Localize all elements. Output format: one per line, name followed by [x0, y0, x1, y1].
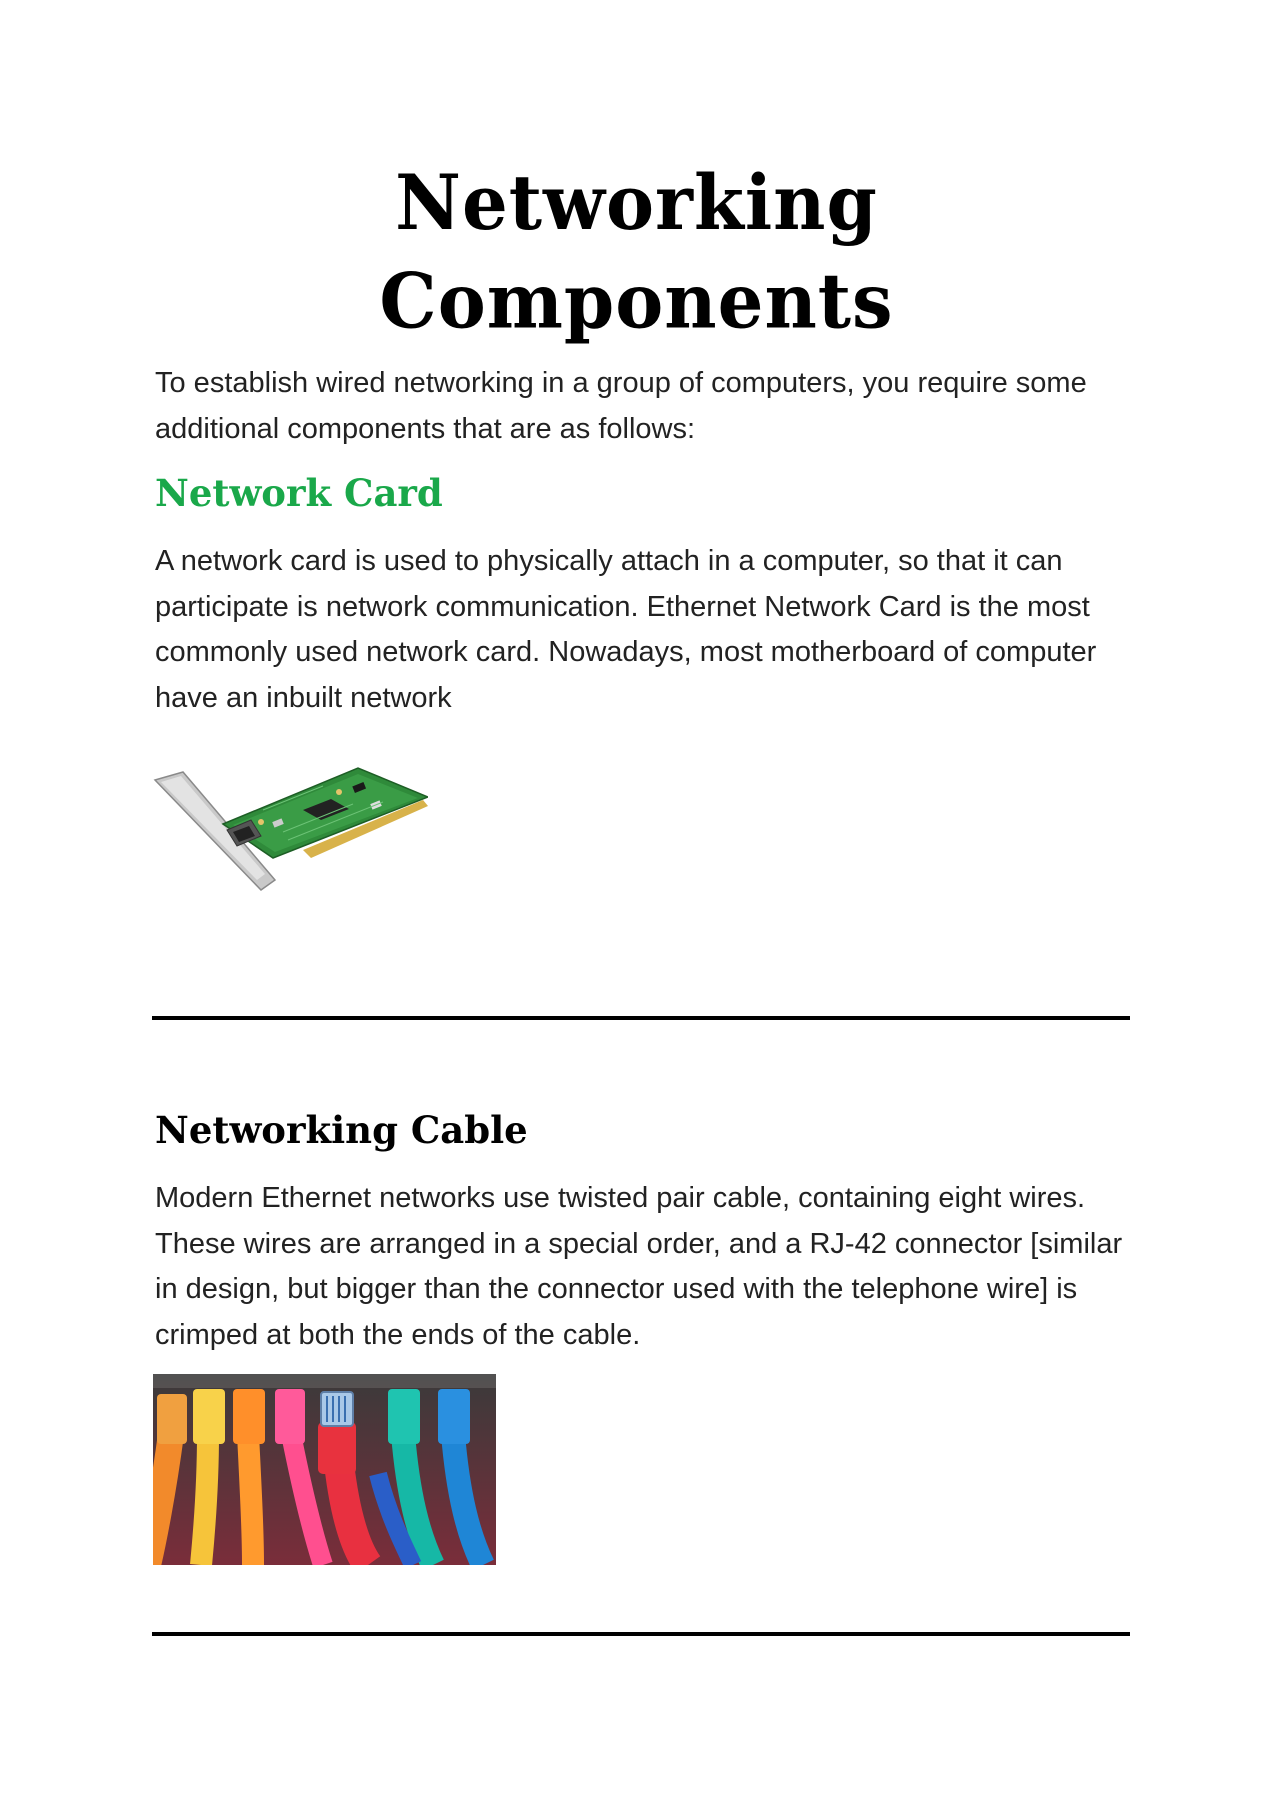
- title-line-2: Components: [379, 256, 894, 346]
- network-card-paragraph: A network card is used to physically attach in a computer, so that it can participate is network communication. Ethernet Network Card is the most commonly used network card. Nowadays, most motherboard of computer have an inbuilt network: [155, 545, 1097, 714]
- networking-cable-paragraph: Modern Ethernet networks use twisted pair cable, containing eight wires. These wires are arranged in a special order, and a RJ-42 connector [similar in design, but bigger than the connector used with the telephone wire] is crimped at both the ends of the cable.: [155, 1182, 1123, 1351]
- network-card-image: [153, 762, 428, 892]
- section-divider: [152, 1632, 1130, 1636]
- section-heading-networking-cable: Networking Cable: [155, 1108, 528, 1152]
- title-line-1: Networking: [395, 157, 878, 247]
- section-divider: [152, 1016, 1130, 1020]
- page-title: [0, 153, 1273, 350]
- section-heading-network-card: Network Card: [155, 471, 443, 515]
- intro-paragraph: To establish wired networking in a group of computers, you require some additional components that are as follows:: [155, 367, 1087, 445]
- ethernet-cables-image: [153, 1374, 496, 1565]
